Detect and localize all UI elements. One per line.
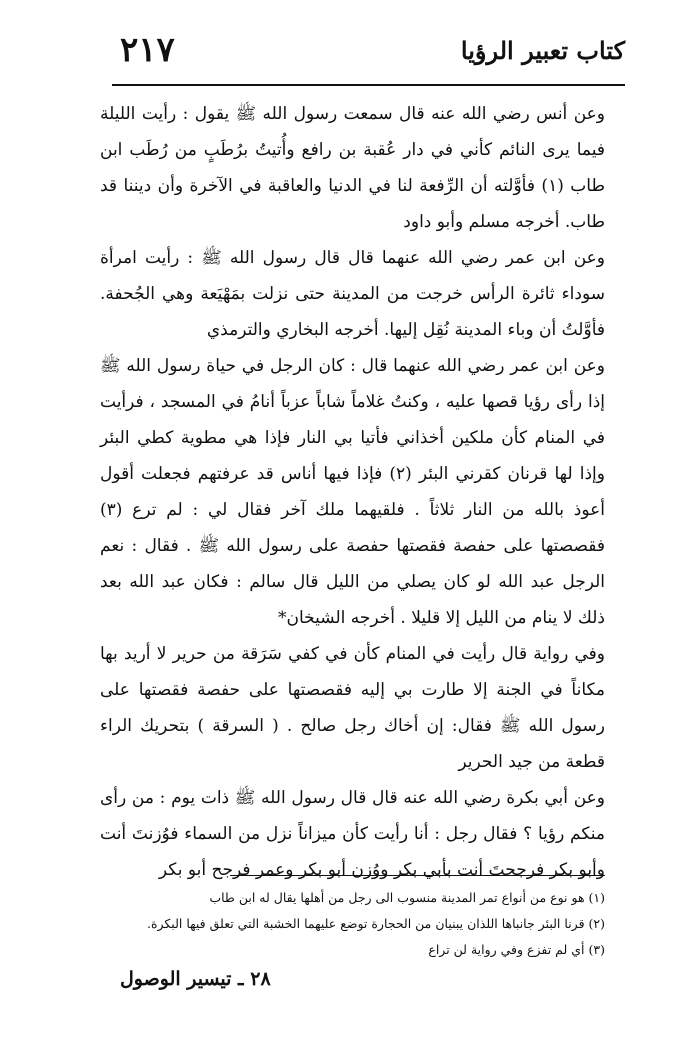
hadith-paragraph: وفي رواية قال رأيت في المنام كأن في كفي سَرَقة من حرير لا أريد بها مكاناً في الجنة إلا طارت بي إليه فقصصتها على حفصة فقصتها على رسول الله ﷺ فقال: إن أخاك رجل صالح . ( السرقة ) بتحريك الراء قطعة من جيد الحرير bbox=[100, 644, 605, 772]
hadith-paragraph: وعن ابن عمر رضي الله عنهما قال : كان الرجل في حياة رسول الله ﷺ إذا رأى رؤيا قصها عليه ، وكنتُ غلاماً شاباً عزباً أنامُ في المسجد ، فرأيت في المنام كأن ملكين أخذاني فأتيا بي النار فإذا هي مطوية كطي البئر وإذا لها قرنان كقرني البئر (٢) فإذا فيها أناس قد عرفتهم فجعلت أقول أعوذ بالله من النار ثلاثاً . فلقيهما ملك آخر فقال لي : لم ترع (٣) فقصصتها على حفصة فقصتها حفصة على رسول الله ﷺ . فقال : نعم الرجل عبد الله لو كان يصلي من الليل قال سالم : فكان عبد الله بعد ذلك لا ينام من الليل إلا قليلا . أخرجه الشيخان* bbox=[100, 356, 605, 628]
footnote: (٣) أي لم تفزع وفي رواية لن تراع bbox=[428, 942, 605, 957]
page-header bbox=[120, 30, 625, 76]
header-divider bbox=[112, 84, 625, 86]
footnotes bbox=[100, 885, 605, 963]
hadith-paragraph: وعن أبي بكرة رضي الله عنه قال قال رسول الله ﷺ ذات يوم : من رأى منكم رؤيا ؟ فقال رجل : أنا رأيت كأن ميزاناً نزل من السماء فوُزنتَ أنت وأبو بكر فرجحتَ أنت بأبي بكر ووُزن أبو بكر وعمر فرجح أبو بكر bbox=[100, 788, 605, 880]
footnote: (٢) قرنا البئر جانباها اللذان يبنيان من الحجارة توضع عليهما الخشبة التي تعلق فيها البكرة. bbox=[146, 916, 605, 931]
main-text bbox=[100, 96, 605, 888]
footnote: (١) هو نوع من أنواع تمر المدينة منسوب الى رجل من أهلها يقال له ابن طاب bbox=[209, 890, 605, 905]
hadith-paragraph: وعن أنس رضي الله عنه قال سمعت رسول الله ﷺ يقول : رأيت الليلة فيما يرى النائم كأني في دار عُقبة بن رافع وأُتيتُ برُطَبٍ من رُطَب ابن طاب (١) فأوَّلته أن الرِّفعة لنا في الدنيا والعاقبة في الآخرة وأن ديننا قد طاب. أخرجه مسلم وأبو داود bbox=[100, 104, 605, 232]
footnote-divider bbox=[230, 875, 605, 876]
hadith-paragraph: وعن ابن عمر رضي الله عنهما قال قال رسول الله ﷺ : رأيت امرأة سوداء ثائرة الرأس خرجت من المدينة حتى نزلت بمَهْيَعة وهي الجُحفة. فأوَّلتُ أن وباء المدينة نُقِل إليها. أخرجه البخاري والترمذي bbox=[100, 248, 605, 340]
page-number: ٢١٧ bbox=[120, 30, 175, 70]
running-title: كتاب تعبير الرؤيا bbox=[460, 36, 625, 65]
signature-footer: ٢٨ ـ تيسير الوصول bbox=[120, 968, 271, 990]
